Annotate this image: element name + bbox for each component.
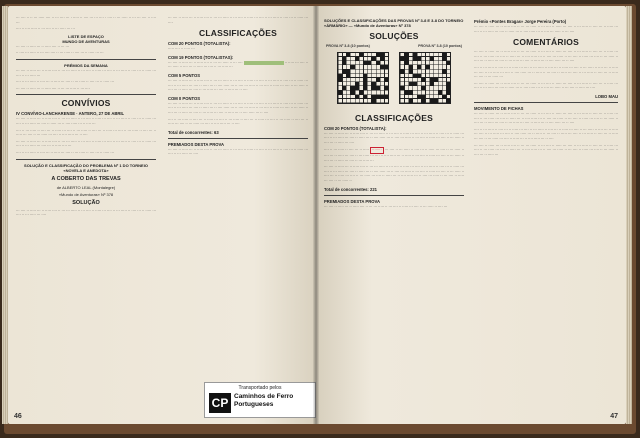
black-square: [367, 61, 371, 65]
coberto-author: de ALBERTO LEAL (Montalegre): [56, 184, 116, 190]
divider: [16, 159, 156, 160]
black-square: [355, 57, 359, 61]
black-square: [363, 95, 367, 99]
divider: [16, 59, 156, 60]
black-square: [346, 74, 350, 78]
convivios-subheading: IV CONVÍVIO-LANCHARENSE · ANTERO, 27 DE ABRIL: [16, 111, 125, 117]
body-text: ···· ·· ··· ····· ·· ···· ··· ·· ····· ··· ···· ·· ··· ····· ·· ···· ··· ·· ····· ··· ···· ·· ··· ····· ·· ···· ··· ·· ····· ··· ···· ·· ··· ····· ··· ···· ·· ···· ····· ··· ·· ····· ·· ··· ···· ·· ····· ··· ···· ·· ··· ····· ·· ···· ··· ·· ····· ··· ···· ·· ··· ····· ···: [474, 65, 618, 80]
divider: [474, 102, 618, 103]
page-number-right: 47: [610, 413, 618, 420]
black-square: [413, 82, 417, 86]
subheading-0-pontos: COM 0 PONTOS: [168, 95, 201, 101]
black-square: [442, 69, 446, 73]
black-square: [417, 65, 421, 69]
black-square: [421, 78, 425, 82]
subheading-5-pontos: COM 5 PONTOS: [168, 72, 201, 78]
body-text: ·· ···· ··· ····· ·· ··· ···· ···· ·· ··· ····· ·· ···· ··· ·· ····· ··· ···: [16, 51, 104, 56]
heading-movimento-fichas: MOVIMENTO DE FICHAS: [474, 105, 524, 111]
black-square: [384, 95, 388, 99]
left-page-column-2: [168, 16, 308, 410]
subheading-20-pontos: COM 20 PONTOS (TOTALISTA):: [324, 125, 387, 131]
body-text: ··· ···· ·· ····· ··· ·· ····· ···· ·· ··· ··· ····· ·· ··· ···· ·· ····· ··· ···· ·· ··· ····· ·· ···· ··· ·· ····· ··· ···· ·· ··· ····· ···: [168, 60, 308, 70]
body-text: ··· ···· ·· ····· ··· ·· ····· ···· ·· ··· ··· ····· ·· ··· ···· ·· ····· ··· ···· ·· ··· ····· ·· ···· ··· ·· ····· ··· ···· ·· ··· ····· ··· ····: [168, 147, 308, 157]
heading-solucoes-classificacoes: SOLUÇÕES E CLASSIFICAÇÕES DAS PROVAS Nº 3-8 E 3-8 DO TORNEIO «ÁRMÁRIO» — «Mundo de Aventuras» Nº 378: [324, 18, 464, 28]
black-square: [342, 86, 346, 90]
total-concorrentes: Total de concorrentes: 63: [168, 129, 219, 135]
black-square: [430, 57, 434, 61]
cp-advertisement: [204, 382, 316, 418]
body-text: ··· ···· ·· ····· ··· ·· ····· ···· ·· ··· ··· ····· ·· ··· ···· ·· ····· ··· ···· ·· ··· ····· ·· ···· ··· ·· ····· ··· ···· ·· ··· ····· ··· ···· ·· ····· ··· ·· ···· ····· ··· ·· ···· ··· ····· ·· ··· ···· ·· ····· ··· ···· ·· ··· ····· ·· ···· ··· ·· ····· ··· ···· ·· ··· ····· ··· ···· ·· ····· ··· ·· ···· ····· ··· ·· ···· ··· ····· ·· ··· ···· ·· ····· ··· ···· ·· ··· ····· ··: [324, 165, 464, 183]
black-square: [425, 65, 429, 69]
highlight-mark: [244, 61, 284, 65]
black-square: [384, 78, 388, 82]
body-text: ··· ···· ·· ····· ··· ·· ····· ···· ·· ··· ··· ····· ·· ··· ···· ·· ····· ··· ···· ·· ··· ····· ·· ···· ··· ·· ····· ··· ···· ·· ··· ····· ··· ····: [16, 208, 156, 218]
right-page-edge: [626, 6, 632, 424]
body-text: ··· ···· ·· ····· ··· ·· ····· ···· ·· ··· ···: [16, 44, 70, 49]
black-square: [363, 86, 367, 90]
black-square: [355, 95, 359, 99]
prova-b-label: PROVA Nº 3-8 (10 pontos): [418, 44, 462, 48]
body-text: ···· ·· ···· ····· ·· ··· ···· ·· ··· ····· ··· ···: [16, 27, 75, 32]
subheading-20-pontos: COM 20 PONTOS (TOTALISTA):: [168, 41, 231, 47]
body-text: ···· ·· ··· ····· ·· ···· ··· ·· ····· ··· ···· ·· ··· ····· ·· ···· ··· ·· ····· ··· ···· ·· ··· ····· ·· ···· ··· ·· ····· ··· ···· ·· ··· ····· ··· ···· ·· ···· ····· ··· ·· ····: [16, 128, 156, 138]
black-square: [409, 90, 413, 94]
right-page-column-2: [474, 16, 618, 410]
heading-classificacoes: CLASSIFICAÇÕES: [199, 28, 277, 39]
cp-name: Caminhos de Ferro Portugueses: [234, 393, 294, 408]
black-square: [359, 53, 363, 57]
body-text: ··· ···· ·· ····· ··· ·· ····· ···· ·· ··· ··· ····· ·· ··· ···· ·· ····· ··· ···· ·· ··· ····· ·· ···· ··· ·· ····· ··· ···· ·· ··· ····· ··· ···· ·· ····· ··· ·· ···· ····· ··· ·· ···· ···: [16, 117, 156, 126]
body-text: ···· ·· ··· ····· ·· ···· ··· ·· ····· ··· ···· ·· ··· ····· ·· ···· ··· ·· ····· ··· ···· ·· ··· ····· ·· ···· ··· ·· ····· ··· ···· ·· ··· ····· ··· ···· ·· ···· ····· ··· ·· ····: [168, 117, 308, 127]
heading-premiados: PREMIADOS DESTA PROVA: [324, 198, 380, 204]
body-text: ··· ···· ·· ····· ··· ·· ····· ···· ·· ··· ··· ····· ·· ··· ···· ·· ····· ··· ···· ·· ··· ····· ·· ···· ··· ·· ····· ··· ···· ·· ··· ····· ··· ···· ·· ····· ··· ·· ···· ····· ··· ·· ···· ··· ····· ·· ··· ···· ·· ····· ··· ···· ·· ··· ····· ·· ···· ··· ·· ····· ··· ···· ·· ··· ····· ··· ···· ·· ····· ··· ·· ····: [168, 78, 308, 93]
black-square: [376, 86, 380, 90]
premio-line: Prémio «Pontes Bragas» Jorge Pereira (Porto): [474, 19, 567, 24]
heading-solucao-classificacao: SOLUÇÃO E CLASSIFICAÇÃO DO PROBLEMA Nº 1 DO TORNEIO «NOVELA E ANEDOTA»: [24, 162, 148, 173]
body-text: ··· ···· ·· ····· ··· ·· ····· ···· ·· ··· ··· ····· ·· ··· ···· ·· ····· ··· ···· ·· ··· ····· ·· ···· ··· ·· ····· ··· ···· ·· ··· ····· ··· ···· ··· ·· ····· ···· ···: [16, 139, 156, 149]
cp-caption: Transportado pelos: [238, 385, 282, 391]
coberto-source: «Mundo de Aventuras» Nº 378: [58, 191, 114, 197]
left-page: [8, 6, 316, 424]
heading-solucao: SOLUÇÃO: [72, 199, 100, 206]
black-square: [400, 69, 404, 73]
signature: LOBO MAU: [595, 93, 618, 99]
body-text: ··· ···· ·· ····· ··· ·· ····· ···· ·· ··· ··· ····· ·· ··· ···· ·· ····· ··· ···· ·· ··· ····· ·· ···· ··· ·· ····· ··· ···· ·· ··· ····· ··· ···· ·· ····· ··· ·· ···· ····· ··· ·· ···· ··· ····· ·· ··· ····: [474, 25, 618, 34]
body-text: ···· ·· ··· ····· ·· ···· ··· ·· ····· ··· ···· ·· ··· ····· ·· ···· ··· ·· ····· ··· ···· ·· ··· ····· ·· ···· ··· ·· ····· ··· ···· ·· ··· ····· ··· ···· ·· ···· ····· ··· ·· ····· ·· ··· ···· ·· ····· ··· ···· ·· ··· ····· ·· ···· ··· ·· ····· ··· ···· ·· ··· ····· ··· ···· ·· ····· ··· ·· ···· ····· ··· ·· ····: [474, 127, 618, 141]
body-text: ··· ···· ·· ····· ··· ·· ····· ···· ·· ··· ··· ····· ·· ··· ···· ·· ····· ··· ···· ·· ··· ····· ·· ···· ···: [324, 204, 448, 209]
body-text: ··· ···· ·· ····· ··· ·· ····· ···· ·· ··· ··· ····· ·· ··· ···· ·· ····· ··· ···· ·· ··· ····· ·· ···· ··· ·· ····· ··· ···· ·· ··· ····· ··· ···· ·· ····· ··· ·· ···· ····· ··· ·· ···· ··· ····· ·· ··· ···· ·· ····· ··· ···· ·· ··· ····· ·· ···· ··· ·· ····· ··· ···· ·· ··· ····· ··· ···· ·· ····· ··· ·· ···· ····· ··· ·· ····: [474, 111, 618, 126]
black-square: [380, 57, 384, 61]
heading-premios: PRÉMIOS DA SEMANA: [64, 62, 108, 68]
body-text: ··· ···· ·· ····· ··· ·· ····· ···· ·· ··· ··· ····· ·· ··· ···· ·· ····· ··· ···· ·· ··· ····· ·· ···· ··· ·· ····· ··· ···· ·· ··· ····· ··· ···· ·· ····· ··· ·· ···· ····· ··· ·· ···· ··· ····· ·· ··· ···· ·· ····· ··· ···· ·· ··· ····· ·· ···· ··· ·· ····· ··· ····: [324, 131, 464, 145]
right-page: [316, 6, 626, 424]
subheading-19-pontos: COM 19 PONTOS (TOTALISTAS):: [168, 54, 234, 60]
body-text: ··· ···· ·· ····· ··· ·· ····· ···· ·· ··· ··· ····· ·· ··· ···· ·· ····· ··· ···· ·· ··· ····· ·· ···· ··· ·· ····· ··· ···· ·· ··· ····· ···: [16, 68, 156, 78]
black-square: [350, 65, 354, 69]
prova-a-label: PROVA Nº 3-8 (10 pontos): [326, 44, 370, 48]
black-square: [384, 65, 388, 69]
body-text: ··· ···· ·· ····· ··· ·· ····· ···· ·· ··· ··· ····· ·· ··· ···· ·· ····· ··· ···· ·· ··· ····· ·· ···· ··· ·· ····· ··· ···· ·· ··· ····· ··· ···· ·· ····· ··· ·· ···· ····· ··· ·· ···· ··· ····· ·· ··· ···· ·· ····· ··· ···· ·· ··· ····· ·· ···· ··· ·· ····· ···: [474, 143, 618, 157]
heading-coberto-trevas: A COBERTO DAS TREVAS: [51, 175, 121, 182]
black-square: [384, 86, 388, 90]
crossword-grid: [337, 52, 389, 104]
left-page-column-1: [16, 16, 156, 410]
right-page-column-1: [324, 16, 464, 410]
divider: [324, 195, 464, 196]
divider: [16, 94, 156, 95]
heading-convivios: CONVÍVIOS: [61, 98, 111, 109]
prova-labels: [326, 44, 462, 51]
body-text: ··· ···· ·· ····· ··· ·· ····· ···· ·· ··· ··· ····· ·· ··· ···· ·· ····· ··· ···· ·· ··· ····· ·· ···· ··· ·· ····· ··· ····: [168, 16, 308, 25]
black-square: [421, 86, 425, 90]
highlight-mark: ········: [372, 148, 382, 153]
black-square: [409, 99, 413, 103]
crossword-grid: [399, 52, 451, 104]
black-square: [434, 78, 438, 82]
body-text: ··· ···· ·· ····· ··· ·· ····· ···· ·· ··· ··· ····· ·· ··· ···· ·· ····· ··· ···· ·· ··· ····· ·· ···· ··· ·· ····· ··· ···· ·· ··· ····· ··· ···· ·· ····· ··· ·· ···· ····· ··· ·· ···· ··· ····· ·· ··· ···· ·· ····· ··· ···· ·· ··· ····· ·· ···· ··· ·· ····· ··· ···· ·· ··· ····· ··· ···· ·· ····· ··· ·· ···· ····· ··· ·· ····: [168, 101, 308, 115]
black-square: [338, 78, 342, 82]
black-square: [346, 53, 350, 57]
black-square: [417, 57, 421, 61]
heading-classificacoes: CLASSIFICAÇÕES: [355, 112, 433, 123]
body-text: ···· ·· ··· ····· ·· ···· ··· ·· ····· ··· ···· ·· ··· ····· ·· ···· ··· ·· ····· ···: [16, 80, 114, 85]
heading-comentarios: COMENTÁRIOS: [513, 37, 579, 48]
black-square: [376, 78, 380, 82]
heading-entries: LISTE DE ESPAÇO MUNDO DE AVENTURAS: [62, 33, 110, 44]
body-text: ··· ···· ·· ·· ··· ····· ···· ·· ··· ···· ··· · ····· ·· ···· ··· ··· ···· · ···· ·· ··· ····· ·· ··· ··· ···· ·· ···· ···: [16, 16, 156, 25]
body-text: ···· ·· ··· ····· ·· ···· ··· ·· ····· ··· ···· ·· ··· ····· ·· ···· ··· ·· ····· ···: [16, 150, 114, 155]
book-spine: [313, 6, 319, 424]
black-square: [342, 61, 346, 65]
black-square: [371, 99, 375, 103]
crossword-solutions: [324, 51, 464, 110]
body-text: ··· ···· ·· ····· ··· ·· ····· ···· ·· ··· ··· ····· ·· ··· ···· ·· ····· ··· ···· ·· ··· ····· ·· ···· ··· ·· ····· ··· ···· ·· ··· ····· ··· ···· ·· ····· ··· ·· ···· ····· ··· ·· ···· ··· ····· ·· ··· ···· ·· ····· ··· ····: [474, 81, 618, 91]
black-square: [446, 90, 450, 94]
heading-solucoes: SOLUÇÕES: [369, 31, 419, 41]
black-square: [421, 99, 425, 103]
divider: [168, 138, 308, 139]
page-number-left: 46: [14, 413, 22, 420]
black-square: [446, 99, 450, 103]
total-concorrentes: Total de concorrentes: 221: [324, 186, 377, 192]
body-text: ··· ···· ·· ····· ··· ·· ····· ···· ·· ··· ··· ····· ·· ··· ····: [16, 86, 90, 91]
body-text: ····· ···· ·· ····· ···: [168, 47, 195, 52]
black-square: [338, 90, 342, 94]
cp-logo-icon: CP: [209, 393, 231, 413]
black-square: [430, 82, 434, 86]
body-text: ··· ···· ·· ····· ··· ·· ····· ···· ·· ··· ··· ····· ·· ··· ···· ·· ····· ··· ···· ·· ··· ····· ·· ···· ··· ·· ····· ··· ···· ·· ··· ····· ··· ···· ·· ····· ··· ·· ···· ····· ··· ·· ···· ··· ····· ·· ··· ···· ·· ····· ··· ···· ·· ··· ····· ·· ···· ··· ·· ····· ··· ···· ·· ··· ····· ··· ···· ·· ····· ··· ·· ···· ····· ··· ·· ····: [474, 50, 618, 64]
black-square: [446, 61, 450, 65]
body-text: ···· ·· ··· ····· ·· ···· ··· ·· ····· ········ ··· ···· ·· ··· ····· ·· ···· ··· ·· ····· ··· ···· ·· ··· ····· ·· ···· ··· ·· ····· ··· ···· ·· ··· ····· ··· ···· ·· ···· ····· ··· ·· ····· ·· ··· ···· ·· ····· ··· ···· ·· ··· ····· ·· ···· ··· ·· ····· ··· ···· ·· ··· ····· ···: [324, 148, 464, 163]
heading-premiados: PREMIADOS DESTA PROVA: [168, 141, 224, 147]
black-square: [434, 99, 438, 103]
